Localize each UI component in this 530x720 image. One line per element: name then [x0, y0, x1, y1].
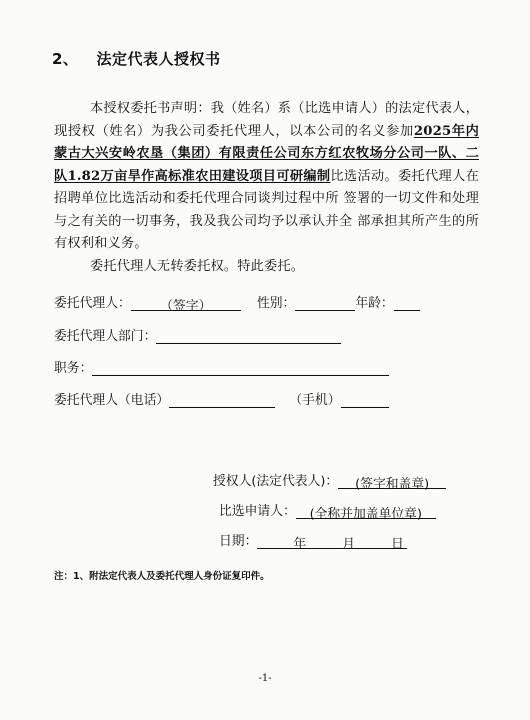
date-line[interactable]	[257, 533, 407, 552]
agent-signature-line[interactable]	[131, 295, 241, 314]
section-number: 2、	[52, 50, 79, 68]
applicant-line[interactable]	[296, 503, 436, 522]
authorization-paragraph	[54, 98, 479, 256]
applicant-row	[219, 500, 436, 522]
year-label: 年	[293, 537, 307, 552]
title-row	[54, 357, 389, 376]
phone-line[interactable]	[169, 392, 275, 408]
position-line[interactable]	[92, 360, 389, 376]
authorizer-line[interactable]	[338, 473, 446, 492]
authorizer-label: 授权人(法定代表人)：	[213, 474, 339, 489]
phone-label: 委托代理人（电话）	[54, 393, 170, 408]
applicant-hint: (全称并加盖单位章)	[309, 507, 422, 522]
section-heading	[52, 48, 220, 69]
gender-label: 性别：	[256, 296, 296, 311]
authorizer-row	[213, 470, 446, 492]
phone-row	[54, 389, 389, 408]
age-label: 年龄：	[355, 296, 394, 311]
authorization-body	[54, 98, 479, 278]
agent-row	[54, 292, 420, 314]
no-subdelegation-paragraph: 委托代理人无转委托权。特此委托。	[90, 258, 305, 274]
department-row	[54, 325, 341, 344]
date-label: 日期：	[219, 534, 258, 549]
position-label: 职务：	[54, 361, 93, 376]
gender-line[interactable]	[295, 295, 355, 311]
mobile-label: （手机）	[289, 393, 341, 408]
agent-label: 委托代理人：	[54, 296, 131, 311]
department-line[interactable]	[156, 328, 341, 344]
page-number: -1-	[258, 673, 272, 684]
age-line[interactable]	[394, 295, 420, 311]
department-label: 委托代理人部门：	[54, 329, 157, 344]
date-row	[219, 530, 407, 552]
paragraph-rest: 比选活动。委托代理人在招聘单位比选活动和委托代理合同谈判过程中所 签署的一切文件和处理与之有关的一切事务，我及我公司均予以承认并全 部承担其所产生的所有权利和义务。	[54, 168, 479, 251]
project-name: 2025年内蒙古大兴安岭农垦（集团）有限责任公司东方红农牧场分公司一队、二队1.82万亩旱作高标准农田建设项目可研编制	[54, 123, 479, 184]
section-title: 法定代表人授权书	[96, 50, 221, 68]
day-label: 日	[390, 537, 404, 552]
agent-signature-hint: （签字）	[160, 299, 212, 314]
authorizer-hint: (签字和盖章)	[355, 477, 430, 492]
applicant-label: 比选申请人：	[219, 504, 296, 519]
paragraph-intro: 本授权委托书声明：我（姓名）系（比选申请人）的法定代表人，现授权（姓名）为我公司委托代理人，以本公司的名义参加	[54, 101, 479, 139]
month-label: 月	[342, 537, 355, 552]
footnote: 注：1、附法定代表人及委托代理人身份证复印件。	[54, 571, 270, 582]
mobile-line[interactable]	[341, 392, 389, 408]
